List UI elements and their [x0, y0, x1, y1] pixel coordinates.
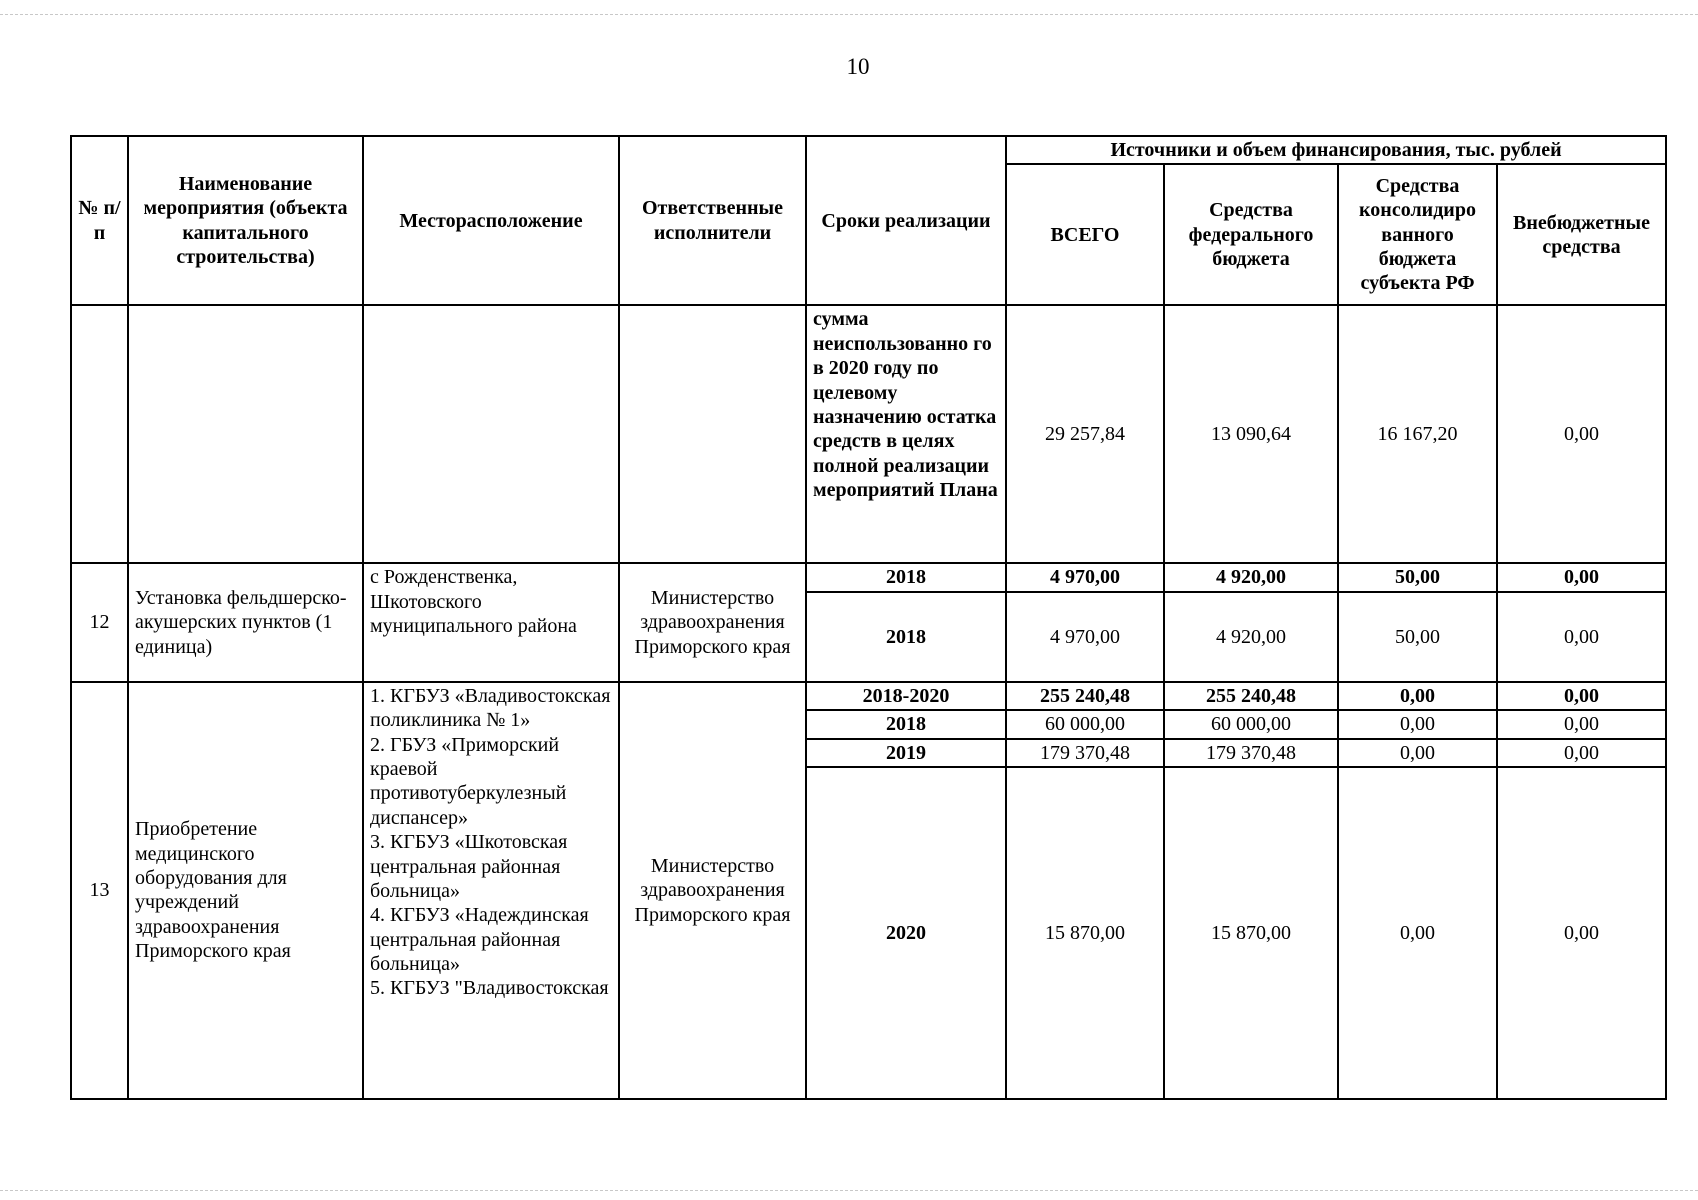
header-sources: Источники и объем финансирования, тыс. рублей: [1006, 136, 1666, 164]
cell-federal: 60 000,00: [1164, 710, 1338, 738]
cell-term-note: сумма неиспользованно го в 2020 году по целевому назначению остатка средств в целях полной реализации мероприятий Плана: [806, 305, 1006, 563]
cell-name: Установка фельдшерско-акушерских пунктов (1 единица): [128, 563, 363, 681]
cell-consolidated: 16 167,20: [1338, 305, 1497, 563]
cell-federal: 179 370,48: [1164, 739, 1338, 767]
cell-consolidated: 50,00: [1338, 592, 1497, 682]
cell-federal: 15 870,00: [1164, 767, 1338, 1099]
cell-term: 2019: [806, 739, 1006, 767]
cell-federal: 4 920,00: [1164, 563, 1338, 591]
cell-location: с Рожденственка, Шкотовского муниципального района: [363, 563, 619, 681]
cell-consolidated: 50,00: [1338, 563, 1497, 591]
cell-location: [363, 305, 619, 563]
cell-extra: 0,00: [1497, 563, 1666, 591]
cell-total: 15 870,00: [1006, 767, 1164, 1099]
cell-total: 60 000,00: [1006, 710, 1164, 738]
cell-num: [71, 305, 128, 563]
header-terms: Сроки реализации: [806, 136, 1006, 305]
header-federal: Средства федерального бюджета: [1164, 164, 1338, 305]
header-extrabudget: Внебюджетные средства: [1497, 164, 1666, 305]
scan-edge-bottom: [0, 1190, 1698, 1192]
header-name: Наименование мероприятия (объекта капитального строительства): [128, 136, 363, 305]
cell-term: 2018: [806, 710, 1006, 738]
cell-total: 4 970,00: [1006, 592, 1164, 682]
table-row: [71, 563, 1666, 591]
location-item: 4. КГБУЗ «Надеждинская центральная районная больница»: [370, 904, 589, 976]
cell-consolidated: 0,00: [1338, 767, 1497, 1099]
cell-federal: 4 920,00: [1164, 592, 1338, 682]
page-number: 10: [846, 54, 870, 79]
table-row: [71, 305, 1666, 563]
cell-num: 13: [71, 682, 128, 1099]
location-item: 3. КГБУЗ «Шкотовская центральная районная больница»: [370, 831, 568, 902]
header-row-1: [71, 136, 1666, 164]
header-executors: Ответственные исполнители: [619, 136, 806, 305]
cell-total: 4 970,00: [1006, 563, 1164, 591]
header-location: Месторасположение: [363, 136, 619, 305]
cell-extra: 0,00: [1497, 710, 1666, 738]
cell-total: 255 240,48: [1006, 682, 1164, 710]
cell-extra: 0,00: [1497, 767, 1666, 1099]
cell-consolidated: 0,00: [1338, 739, 1497, 767]
cell-term: 2020: [806, 767, 1006, 1099]
location-item: 5. КГБУЗ "Владивостокская: [370, 977, 609, 1000]
financing-table: [70, 135, 1667, 1100]
cell-name: Приобретение медицинского оборудования для учреждений здравоохранения Приморского края: [128, 682, 363, 1099]
cell-federal: 13 090,64: [1164, 305, 1338, 563]
cell-extra: 0,00: [1497, 682, 1666, 710]
cell-total: 29 257,84: [1006, 305, 1164, 563]
header-consolidated: Средства консолидиро ванного бюджета субъекта РФ: [1338, 164, 1497, 305]
table-row: [71, 682, 1666, 710]
cell-location-list: [363, 682, 619, 1099]
cell-term: 2018: [806, 592, 1006, 682]
cell-term: 2018: [806, 563, 1006, 591]
cell-extra: 0,00: [1497, 305, 1666, 563]
cell-name: [128, 305, 363, 563]
location-item: 2. ГБУЗ «Приморский краевой противотуберкулезный диспансер»: [370, 733, 567, 829]
header-num: № п/п: [71, 136, 128, 305]
cell-federal: 255 240,48: [1164, 682, 1338, 710]
cell-executor: Министерство здравоохранения Приморского края: [619, 563, 806, 681]
cell-executor: [619, 305, 806, 563]
cell-executor: Министерство здравоохранения Приморского края: [619, 682, 806, 1099]
cell-total: 179 370,48: [1006, 739, 1164, 767]
cell-extra: 0,00: [1497, 592, 1666, 682]
scan-edge-top: [0, 14, 1698, 16]
cell-num: 12: [71, 563, 128, 681]
header-total: ВСЕГО: [1006, 164, 1164, 305]
location-item: 1. КГБУЗ «Владивостокская поликлиника № 1»: [370, 684, 611, 732]
cell-consolidated: 0,00: [1338, 682, 1497, 710]
cell-term: 2018-2020: [806, 682, 1006, 710]
cell-consolidated: 0,00: [1338, 710, 1497, 738]
cell-extra: 0,00: [1497, 739, 1666, 767]
